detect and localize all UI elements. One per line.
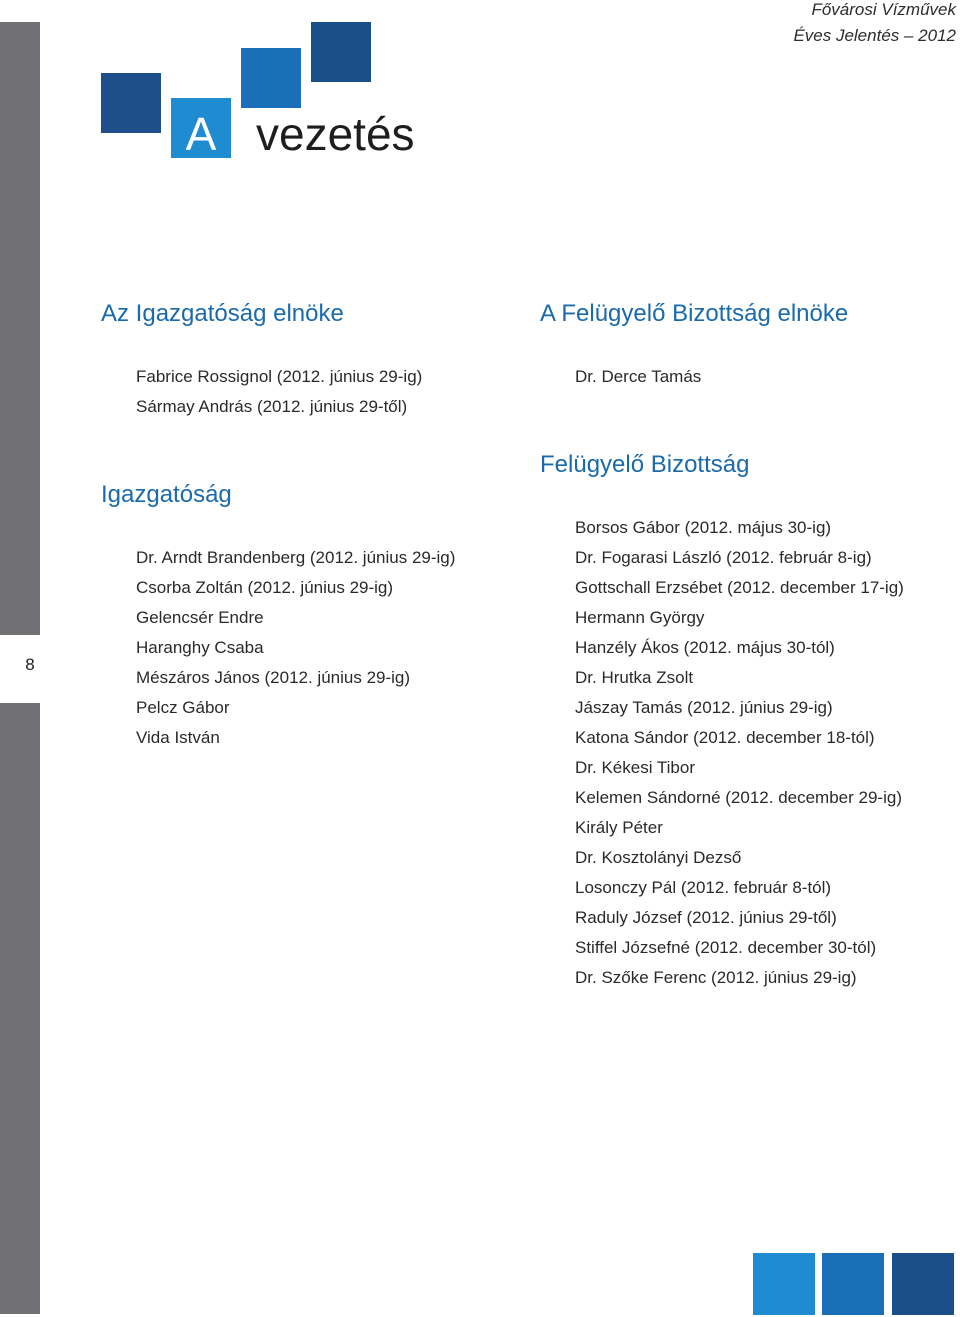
footer-square-light bbox=[753, 1253, 815, 1315]
supervisory-member: Dr. Kosztolányi Dezső bbox=[575, 848, 742, 867]
supervisory-chair-item: Dr. Derce Tamás bbox=[575, 367, 702, 386]
board-member: Gelencsér Endre bbox=[136, 608, 264, 627]
decor-square-dark-2 bbox=[311, 22, 371, 82]
page-title: vezetés bbox=[256, 108, 415, 160]
board-heading: Igazgatóság bbox=[101, 481, 232, 508]
board-member: Dr. Arndt Brandenberg (2012. június 29-ig) bbox=[136, 548, 456, 567]
header-report: Éves Jelentés – 2012 bbox=[793, 26, 956, 45]
footer-square-mid bbox=[822, 1253, 884, 1315]
board-member: Mészáros János (2012. június 29-ig) bbox=[136, 668, 411, 687]
board-member: Vida István bbox=[136, 728, 220, 747]
board-member: Csorba Zoltán (2012. június 29-ig) bbox=[136, 578, 394, 597]
supervisory-member: Gottschall Erzsébet (2012. december 17-ig) bbox=[575, 578, 904, 597]
supervisory-member: Király Péter bbox=[575, 818, 663, 837]
supervisory-member-list bbox=[575, 518, 904, 998]
supervisory-board-heading: Felügyelő Bizottság bbox=[540, 451, 750, 478]
supervisory-member: Dr. Hrutka Zsolt bbox=[575, 668, 694, 687]
supervisory-member: Losonczy Pál (2012. február 8-tól) bbox=[575, 878, 832, 897]
supervisory-member: Dr. Kékesi Tibor bbox=[575, 758, 695, 777]
supervisory-member: Stiffel Józsefné (2012. december 30-tól) bbox=[575, 938, 877, 957]
supervisory-member: Hanzély Ákos (2012. május 30-tól) bbox=[575, 638, 835, 657]
supervisory-member: Kelemen Sándorné (2012. december 29-ig) bbox=[575, 788, 902, 807]
board-chair-item: Fabrice Rossignol (2012. június 29-ig) bbox=[136, 367, 423, 386]
board-member: Pelcz Gábor bbox=[136, 698, 230, 717]
supervisory-member: Katona Sándor (2012. december 18-tól) bbox=[575, 728, 875, 747]
board-member: Haranghy Csaba bbox=[136, 638, 264, 657]
decor-square-mid bbox=[241, 48, 301, 108]
page-title-letter: A bbox=[185, 108, 217, 160]
board-member-list bbox=[136, 548, 455, 758]
board-chair-heading: Az Igazgatóság elnöke bbox=[101, 300, 344, 327]
supervisory-member: Borsos Gábor (2012. május 30-ig) bbox=[575, 518, 832, 537]
header-company: Fővárosi Vízművek bbox=[811, 0, 956, 19]
footer-square-dark bbox=[892, 1253, 954, 1315]
decor-square-dark bbox=[101, 73, 161, 133]
supervisory-member: Raduly József (2012. június 29-től) bbox=[575, 908, 837, 927]
supervisory-member: Hermann György bbox=[575, 608, 705, 627]
supervisory-chair-heading: A Felügyelő Bizottság elnöke bbox=[540, 300, 849, 327]
board-chair-item: Sármay András (2012. június 29-től) bbox=[136, 397, 408, 416]
supervisory-member: Jászay Tamás (2012. június 29-ig) bbox=[575, 698, 833, 717]
page-number: 8 bbox=[25, 655, 35, 674]
supervisory-member: Dr. Fogarasi László (2012. február 8-ig) bbox=[575, 548, 872, 567]
supervisory-member: Dr. Szőke Ferenc (2012. június 29-ig) bbox=[575, 968, 857, 987]
